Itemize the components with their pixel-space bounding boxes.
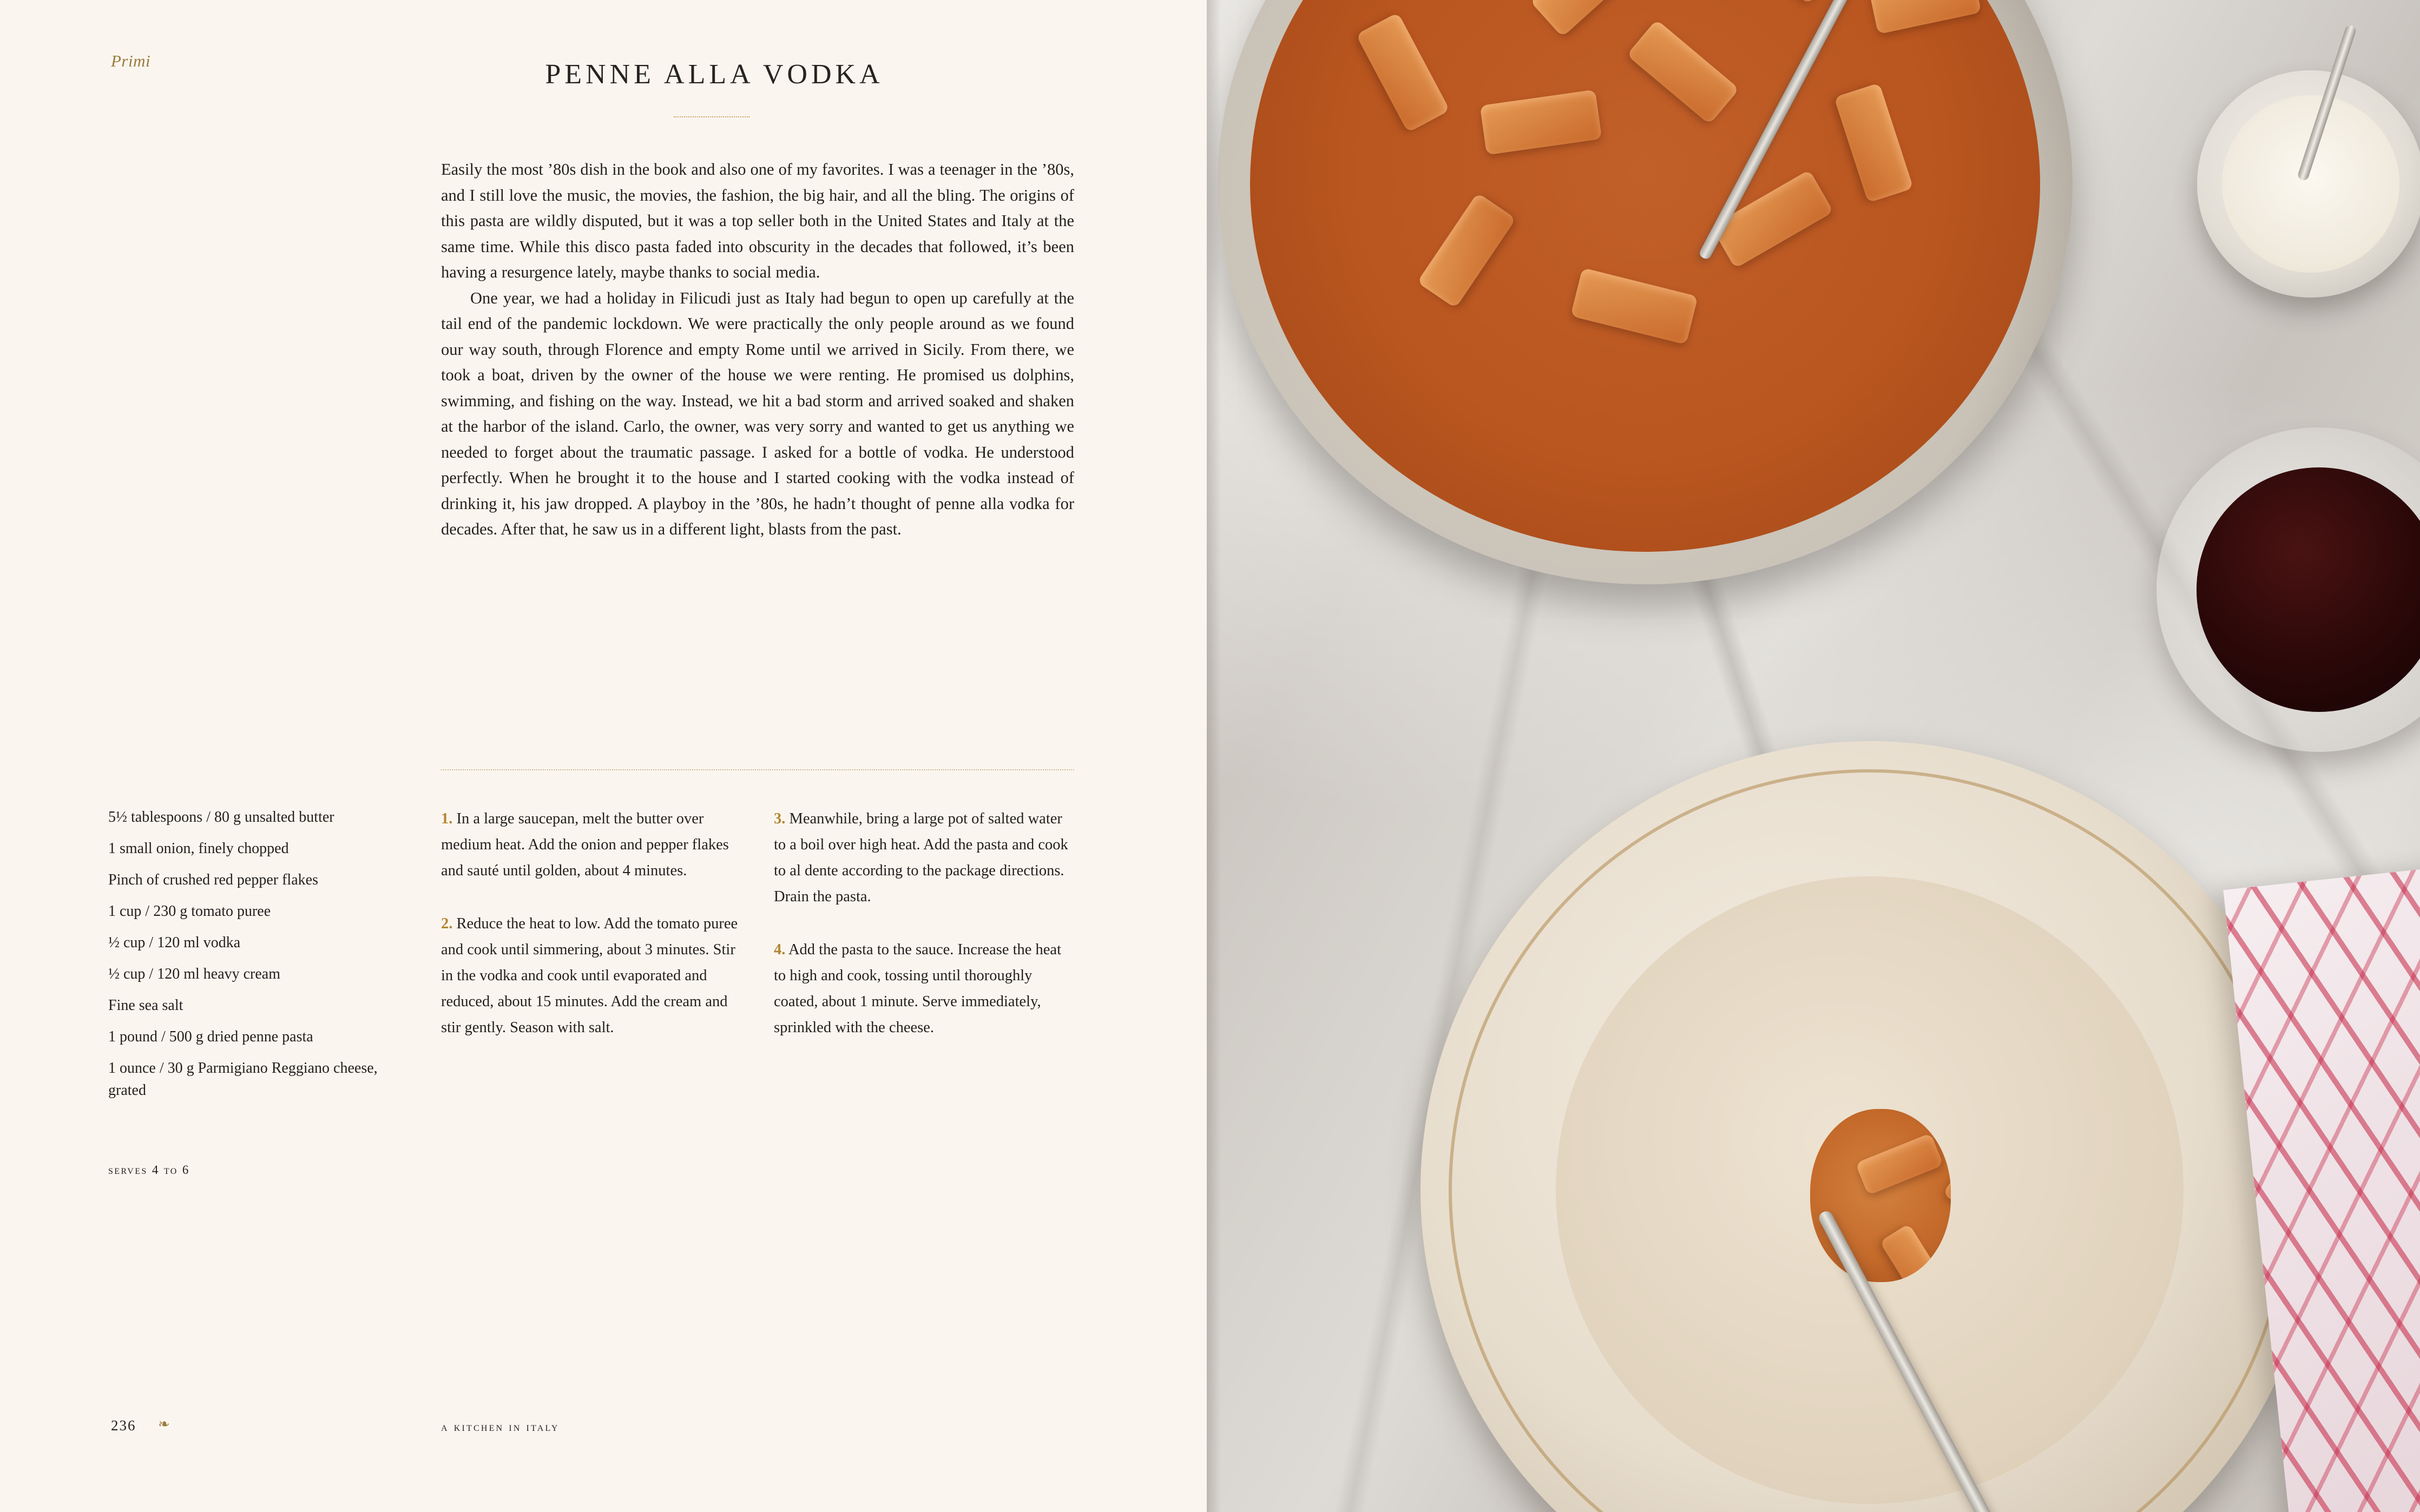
step-number: 3. <box>774 810 786 827</box>
instruction-step <box>774 937 1074 1041</box>
plate-well <box>1556 876 2184 1504</box>
penne-piece <box>1879 1223 1951 1282</box>
instructions-column-1 <box>441 806 741 1068</box>
penne-piece <box>1356 12 1450 133</box>
list-item: ½ cup / 120 ml heavy cream <box>108 966 281 982</box>
instruction-step <box>441 911 741 1041</box>
step-text: In a large saucepan, melt the butter over medium heat. Add the onion and pepper flakes and sauté until golden, about 4 minutes. <box>441 810 729 879</box>
step-text: Add the pasta to the sauce. Increase the heat to high and cook, tossing until thoroughly coated, about 1 minute. Serve immediately, sprinkled with the cheese. <box>774 941 1062 1036</box>
book-title-footer: a kitchen in italy <box>441 1420 560 1434</box>
step-number: 2. <box>441 915 453 932</box>
list-item: 1 small onion, finely chopped <box>108 840 289 857</box>
headnote-paragraph-1: Easily the most ’80s dish in the book and also one of my favorites. I was a teenager in the ’80s, and I still love the music, the movies, the fashion, the big hair, and all the bling. The origins of this pasta are wildly disputed, but it was a top seller both in the United States and Italy at the same time. While this disco pasta faded into obscurity in the decades that followed, it’s been having a resurgence lately, maybe thanks to social media. <box>441 160 1074 281</box>
section-label: Primi <box>111 51 151 70</box>
instructions-column-2 <box>774 806 1074 1068</box>
penne-piece <box>1943 1164 1951 1240</box>
penne-piece <box>1570 268 1698 345</box>
list-item: 1 cup / 230 g tomato puree <box>108 903 271 920</box>
headnote-paragraph-2: One year, we had a holiday in Filicudi just as Italy had begun to open up carefully at the tail end of the pandemic lockdown. We were practically the only people around as we found our way south, through Florence and empty Rome until we arrived in Sicily. From there, we took a boat, driven by the owner of the house we were renting. He promised us dolphins, swimming, and fishing on the way. Instead, we hit a bad storm and arrived soaked and shaken at the harbor of the island. Carlo, the owner, was very sorry and wanted to get us anything we needed to forget about the traumatic passage. I asked for a bottle of vodka. He understood perfectly. When he brought it to the house and I started cooking with the vodka instead of drinking it, his jaw dropped. A playboy in the ’80s, he hadn’t thought of penne alla vodka for decades. After that, he saw us in a different light, blasts from the past. <box>441 288 1074 538</box>
penne-piece <box>1417 193 1516 308</box>
list-item: ½ cup / 120 ml vodka <box>108 934 241 951</box>
instruction-step <box>774 806 1074 910</box>
penne-piece <box>1627 19 1739 124</box>
penne-piece <box>1740 0 1843 4</box>
penne-piece <box>1480 89 1602 155</box>
penne-piece <box>1834 83 1913 203</box>
page-title: PENNE ALLA VODKA <box>545 59 884 90</box>
cheese-bowl <box>2197 70 2420 298</box>
headnote <box>441 157 1074 543</box>
step-number: 1. <box>441 810 453 827</box>
red-wine <box>2197 467 2420 712</box>
grated-cheese <box>2222 95 2399 273</box>
serves-label: serves 4 to 6 <box>108 1163 190 1177</box>
list-item: Fine sea salt <box>108 997 183 1014</box>
step-number: 4. <box>774 941 786 958</box>
step-text: Meanwhile, bring a large pot of salted water to a boil over high heat. Add the pasta and cook to al dente according to the package directions. Drain the pasta. <box>774 810 1068 905</box>
penne-piece <box>1855 1133 1943 1196</box>
step-text: Reduce the heat to low. Add the tomato puree and cook until simmering, about 3 minutes. Stir in the vodka and cook until evaporated and reduced, about 15 minutes. Add the cream and stir gently. Season with salt. <box>441 915 738 1036</box>
recipe-text-page <box>0 0 1207 1512</box>
leaf-ornament-icon: ❧ <box>158 1416 170 1432</box>
ingredient-list <box>108 806 409 1111</box>
list-item: 1 pound / 500 g dried penne pasta <box>108 1028 313 1045</box>
plated-pasta <box>1810 1109 1951 1282</box>
penne-piece <box>1869 0 1981 34</box>
instruction-step <box>441 806 741 884</box>
title-divider <box>674 116 749 119</box>
pasta-in-pan <box>1250 0 2040 552</box>
list-item: 1 ounce / 30 g Parmigiano Reggiano cheese, grated <box>108 1060 378 1099</box>
list-item: Pinch of crushed red pepper flakes <box>108 871 318 888</box>
content-divider <box>441 769 1074 770</box>
recipe-photo-page <box>1207 0 2420 1512</box>
list-item: 5½ tablespoons / 80 g unsalted butter <box>108 809 334 826</box>
page-number: 236 <box>111 1417 136 1434</box>
penne-piece <box>1530 0 1647 37</box>
